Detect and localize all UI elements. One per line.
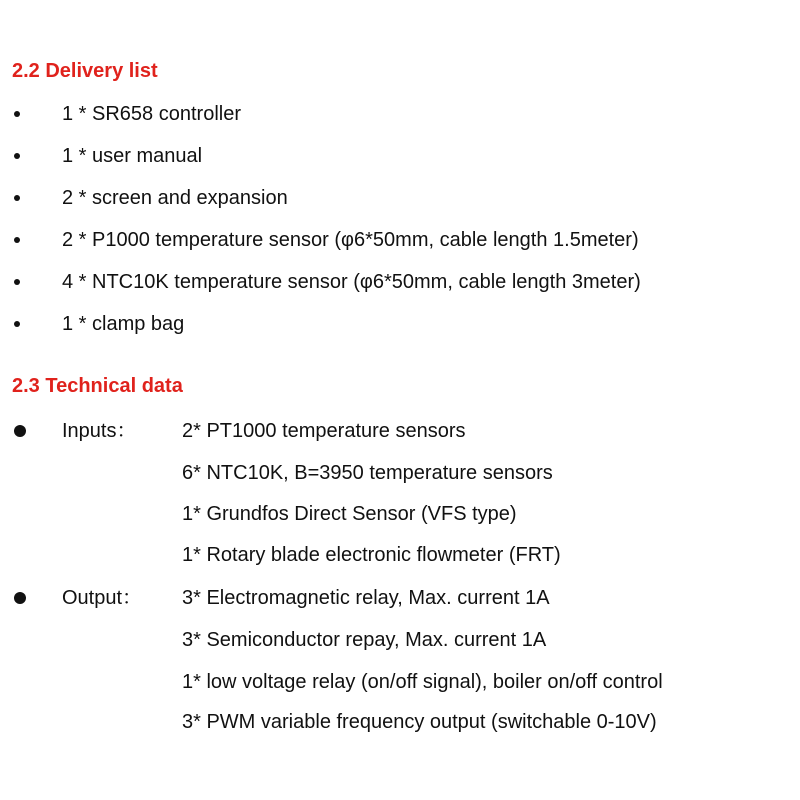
- list-item: [0, 267, 800, 297]
- inputs-value: 6* NTC10K, B=3950 temperature sensors: [182, 462, 553, 484]
- output-row: [0, 625, 800, 655]
- list-item: [0, 99, 800, 129]
- inputs-value: 2* PT1000 temperature sensors: [182, 420, 466, 442]
- list-item-text: 1 * clamp bag: [62, 313, 185, 335]
- technical-data-heading: 2.3 Technical data: [12, 375, 183, 397]
- inputs-value: 1* Rotary blade electronic flowmeter (FRT): [182, 544, 561, 566]
- list-item-text: 2 * P1000 temperature sensor (φ6*50mm, cable length 1.5meter): [62, 229, 639, 251]
- output-row: [0, 667, 800, 697]
- inputs-row: [0, 540, 800, 570]
- list-item: [0, 183, 800, 213]
- list-item-text: 1 * SR658 controller: [62, 103, 241, 125]
- inputs-row: [0, 416, 800, 446]
- inputs-row: [0, 499, 800, 529]
- output-row: [0, 707, 800, 737]
- list-item: [0, 225, 800, 255]
- bullet-icon: [14, 279, 20, 285]
- delivery-list-heading: 2.2 Delivery list: [12, 60, 158, 82]
- bullet-icon: [14, 237, 20, 243]
- output-value: 3* Semiconductor repay, Max. current 1A: [182, 629, 547, 651]
- output-row: [0, 583, 800, 613]
- bullet-icon: [14, 321, 20, 327]
- list-item-text: 1 * user manual: [62, 145, 203, 167]
- inputs-row: [0, 458, 800, 488]
- output-label: Output：: [62, 587, 143, 609]
- bullet-icon: [14, 592, 26, 604]
- bullet-icon: [14, 425, 26, 437]
- output-value: 1* low voltage relay (on/off signal), boiler on/off control: [182, 671, 663, 693]
- output-value: 3* PWM variable frequency output (switchable 0-10V): [182, 711, 657, 733]
- inputs-value: 1* Grundfos Direct Sensor (VFS type): [182, 503, 517, 525]
- output-value: 3* Electromagnetic relay, Max. current 1A: [182, 587, 550, 609]
- list-item: [0, 309, 800, 339]
- list-item-text: 4 * NTC10K temperature sensor (φ6*50mm, cable length 3meter): [62, 271, 641, 293]
- list-item: [0, 141, 800, 171]
- inputs-label: Inputs：: [62, 420, 137, 442]
- bullet-icon: [14, 111, 20, 117]
- bullet-icon: [14, 153, 20, 159]
- bullet-icon: [14, 195, 20, 201]
- list-item-text: 2 * screen and expansion: [62, 187, 288, 209]
